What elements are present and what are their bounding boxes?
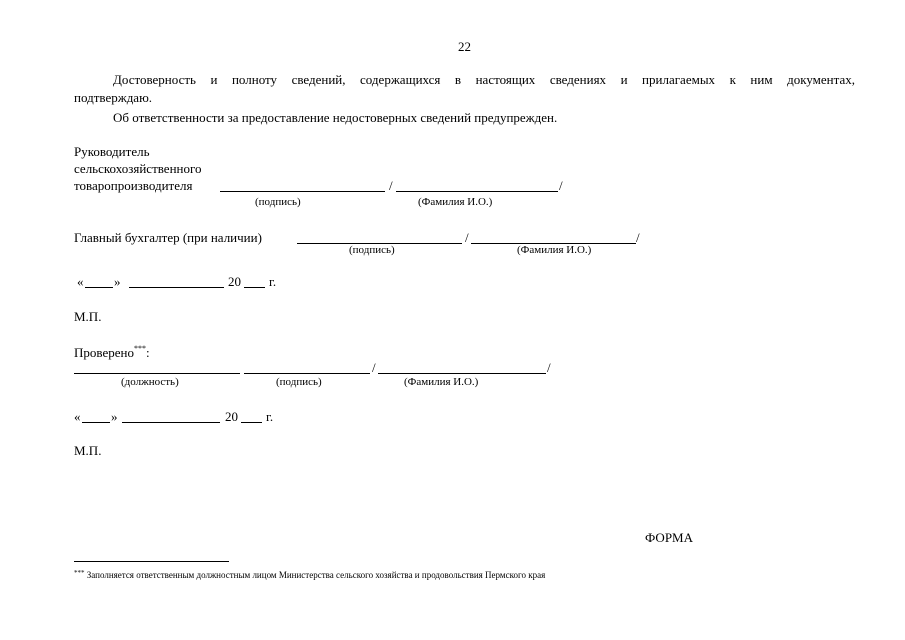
confirmation-text-line1: Достоверность и полноту сведений, содержащихся в настоящих сведениях и прилагаемых к ним документах,: [113, 72, 855, 87]
head-slash-open: /: [389, 178, 393, 193]
stamp-place-1: М.П.: [74, 309, 102, 324]
checked-position-line[interactable]: [74, 373, 240, 374]
page-number: 22: [458, 39, 471, 54]
checked-footnote-mark: ***: [133, 344, 146, 353]
checked-label: [74, 345, 150, 362]
head-name-line[interactable]: [396, 191, 558, 192]
head-label-line2: сельскохозяйственного: [74, 161, 202, 176]
head-slash-close: /: [559, 178, 563, 193]
head-signature-line[interactable]: [220, 191, 385, 192]
footnote: [74, 570, 545, 582]
checked-slash-close: /: [547, 360, 551, 375]
confirmation-text-line2: подтверждаю.: [74, 90, 153, 105]
checked-name-line[interactable]: [378, 373, 546, 374]
stamp-place-2: М.П.: [74, 443, 102, 458]
head-signature-caption: (подпись): [255, 196, 301, 208]
footnote-text: Заполняется ответственным должностным лицом Министерства сельского хозяйства и продовольствия Пермского края: [84, 570, 546, 580]
form-label: ФОРМА: [645, 530, 693, 545]
accountant-name-caption: (Фамилия И.О.): [517, 244, 592, 256]
date2-year-prefix: 20: [225, 409, 238, 424]
date2-close-quote: »: [111, 409, 118, 424]
head-name-caption: (Фамилия И.О.): [418, 196, 493, 208]
checked-signature-line[interactable]: [244, 373, 370, 374]
accountant-label: Главный бухгалтер (при наличии): [74, 230, 262, 245]
footnote-mark: ***: [74, 569, 85, 577]
date1-year-prefix: 20: [228, 274, 241, 289]
checked-name-caption: (Фамилия И.О.): [404, 376, 479, 388]
checked-signature-caption: (подпись): [276, 376, 322, 388]
checked-colon: :: [145, 345, 150, 360]
checked-slash-open: /: [372, 360, 376, 375]
date1-open-quote: «: [77, 274, 84, 289]
responsibility-text: Об ответственности за предоставление недостоверных сведений предупрежден.: [113, 110, 558, 125]
date1-day-field[interactable]: [85, 287, 113, 288]
date1-month-field[interactable]: [129, 287, 224, 288]
head-label-line3: товаропроизводителя: [74, 178, 193, 193]
date1-close-quote: »: [114, 274, 121, 289]
date2-month-field[interactable]: [122, 422, 220, 423]
accountant-slash-close: /: [636, 230, 640, 245]
date2-year-field[interactable]: [241, 422, 262, 423]
date2-year-suffix: г.: [266, 409, 274, 424]
checked-label-text: Проверено: [74, 345, 134, 360]
date1-year-field[interactable]: [244, 287, 265, 288]
date2-open-quote: «: [74, 409, 81, 424]
accountant-signature-caption: (подпись): [349, 244, 395, 256]
accountant-slash-open: /: [465, 230, 469, 245]
head-label-line1: Руководитель: [74, 144, 150, 159]
date1-year-suffix: г.: [269, 274, 277, 289]
footnote-separator: [74, 561, 229, 562]
date2-day-field[interactable]: [82, 422, 110, 423]
checked-position-caption: (должность): [121, 376, 179, 388]
